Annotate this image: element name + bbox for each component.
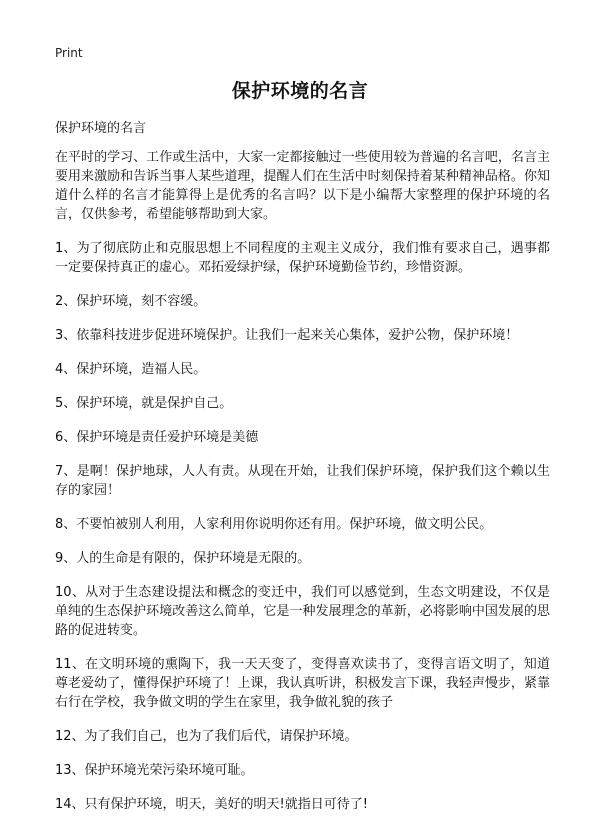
- quote-item-7: 7、是啊！保护地球，人人有责。从现在开始，让我们保护环境，保护我们这个赖以生存的家园！: [55, 464, 550, 498]
- page-title: 保护环境的名言: [231, 80, 369, 102]
- quote-item-12: 12、为了我们自己，也为了我们后代，请保护环境。: [55, 729, 358, 744]
- quote-item-4: 4、保护环境，造福人民。: [55, 362, 207, 377]
- quote-item-9: 9、人的生命是有限的，保护环境是无限的。: [55, 551, 311, 566]
- quote-item-14: 14、只有保护环境，明天，美好的明天!就指日可待了!: [55, 797, 368, 812]
- article-subtitle: 保护环境的名言: [55, 121, 147, 136]
- quote-item-1: 1、为了彻底防止和克服思想上不同程度的主观主义成分，我们惟有要求自己，遇事都一定要保持真正的虚心。邓拓爱绿护绿，保护环境勤俭节约，珍惜资源。: [55, 241, 550, 275]
- intro-paragraph: 在平时的学习、工作或生活中，大家一定都接触过一些使用较为普遍的名言吧，名言主要用来激励和告诉当事人某些道理，提醒人们在生活中时刻保持着某种精神品格。你知道什么样的名言才能算得上是优秀的名言吗？以下是小编帮大家整理的保护环境的名言，仅供参考，希望能够帮助到大家。: [55, 150, 550, 222]
- print-link[interactable]: Print: [55, 46, 83, 60]
- quote-item-3: 3、依靠科技进步促进环境保护。让我们一起来关心集体，爱护公物，保护环境！: [55, 328, 519, 343]
- quote-item-13: 13、保护环境光荣污染环境可耻。: [55, 763, 254, 778]
- quote-item-10: 10、从对于生态建设提法和概念的变迁中，我们可以感觉到，生态文明建设，不仅是单纯的生态保护环境改善这么简单，它是一种发展理念的革新，必将影响中国发展的思路的促进转变。: [55, 585, 550, 638]
- quote-item-2: 2、保护环境，刻不容缓。: [55, 294, 207, 309]
- quote-item-5: 5、保护环境，就是保护自己。: [55, 396, 233, 411]
- article-body: [55, 148, 550, 829]
- quote-item-11: 11、在文明环境的熏陶下，我一天天变了，变得喜欢读书了，变得言语文明了，知道尊老爱幼了，懂得保护环境了！上课，我认真听讲，积极发言下课，我轻声慢步，紧靠右行在学校，我争做文明的学生在家里，我争做礼貌的孩子: [55, 657, 550, 710]
- quote-item-6: 6、保护环境是责任爱护环境是美德: [55, 430, 259, 445]
- quote-item-8: 8、不要怕被别人利用，人家利用你说明你还有用。保护环境，做文明公民。: [55, 517, 493, 532]
